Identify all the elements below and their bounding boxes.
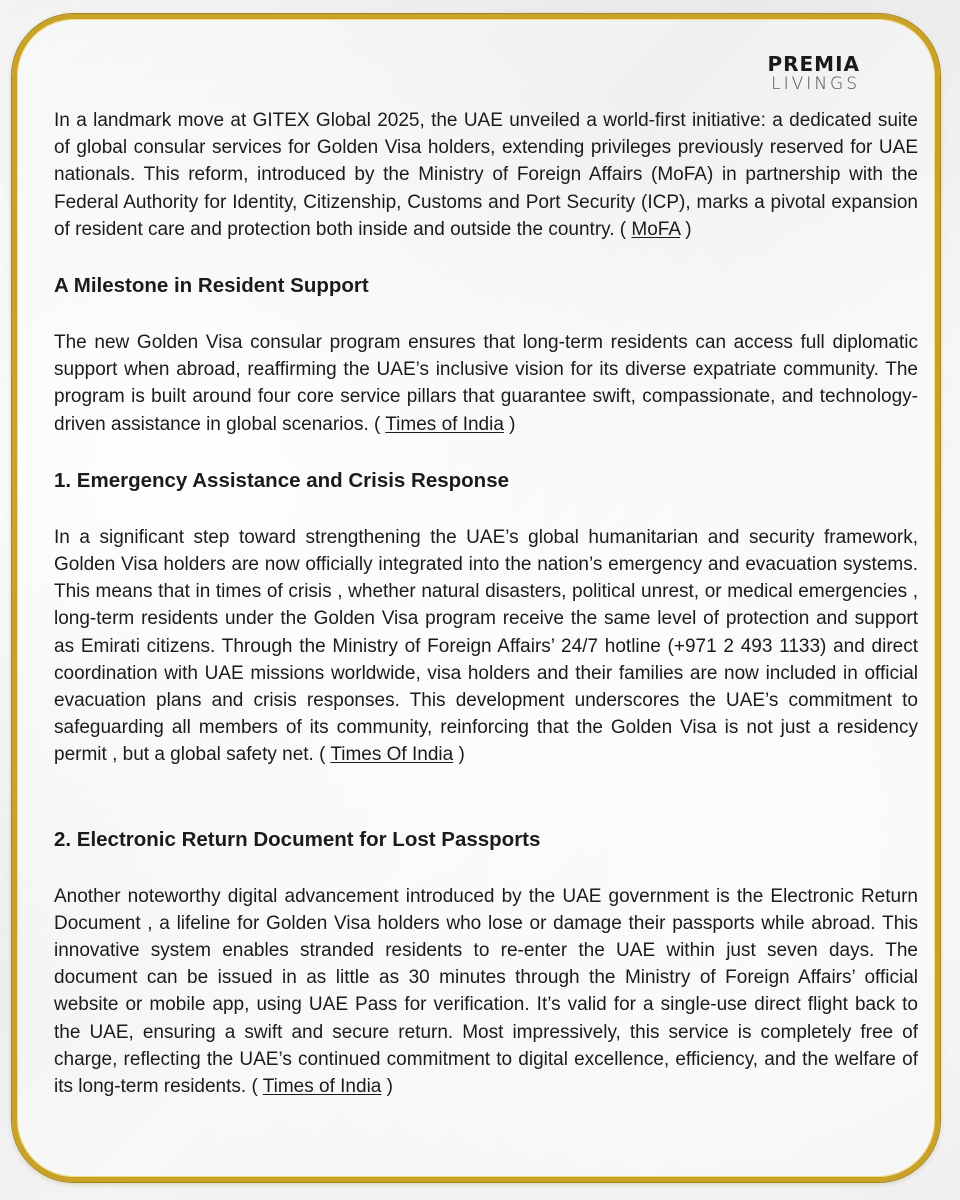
milestone-text: The new Golden Visa consular program ensures that long-term residents can access full diplomatic support when abroad, reaffirming the UAE’s inclusive vision for its diverse expatriate community. The program is built around four core service pillars that guarantee swift, compassionate, and technology-driven assistance in global scenarios. <box>54 332 918 435</box>
heading-emergency-assistance: 1. Emergency Assistance and Crisis Response <box>54 468 509 492</box>
heading-electronic-return-document: 2. Electronic Return Document for Lost Passports <box>54 827 541 851</box>
article-body <box>54 107 918 1100</box>
brand-subtitle: LIVINGS <box>771 74 860 94</box>
return-document-paragraph <box>54 883 918 1101</box>
brand-name: PREMIA <box>767 52 860 76</box>
source-link-times-of-india-2[interactable]: Times Of India <box>330 744 454 766</box>
emergency-text: In a significant step toward strengthening the UAE’s global humanitarian and security framework, Golden Visa holders are now officially integrated into the nation’s emergency and evacuation systems. This means that in times of crisis , whether natural disasters, political unrest, or medical emergencies , long-term residents under the Golden Visa program receive the same level of protection and support as Emirati citizens. Through the Ministry of Foreign Affairs’ 24/7 hotline (+971 2 493 1133) and direct coordination with UAE missions worldwide, visa holders and their families are now included in official evacuation plans and crisis responses. This development underscores the UAE’s commitment to safeguarding all members of its community, reinforcing that the Golden Visa is not just a residency permit , but a global safety net. <box>54 526 918 766</box>
milestone-source-citation: ( Times of India ) <box>374 413 516 435</box>
source-link-times-of-india-1[interactable]: Times of India <box>385 413 504 435</box>
source-link-mofa[interactable]: MoFA <box>631 218 680 240</box>
emergency-paragraph <box>54 524 918 769</box>
heading-milestone: A Milestone in Resident Support <box>54 274 369 298</box>
emergency-source-citation: ( Times Of India ) <box>319 744 465 766</box>
milestone-paragraph <box>54 329 918 438</box>
intro-source-citation: ( MoFA ) <box>619 218 692 240</box>
intro-paragraph <box>54 107 918 243</box>
intro-text: In a landmark move at GITEX Global 2025, the UAE unveiled a world-first initiative: a dedicated suite of global consular services for Golden Visa holders, extending privileges previously reserved for UAE nationals. This reform, introduced by the Ministry of Foreign Affairs (MoFA) in partnership with the Federal Authority for Identity, Citizenship, Customs and Port Security (ICP), marks a pivotal expansion of resident care and protection both inside and outside the country. <box>54 110 918 240</box>
brand-logo <box>767 54 860 93</box>
return-document-source-citation: ( Times of India ) <box>251 1076 393 1098</box>
return-document-text: Another noteworthy digital advancement introduced by the UAE government is the Electronic Return Document , a lifeline for Golden Visa holders who lose or damage their passports while abroad. This innovative system enables stranded residents to re-enter the UAE within just seven days. The document can be issued in as little as 30 minutes through the Ministry of Foreign Affairs’ official website or mobile app, using UAE Pass for verification. It’s valid for a single-use direct flight back to the UAE, ensuring a swift and secure return. Most impressively, this service is completely free of charge, reflecting the UAE’s continued commitment to digital excellence, efficiency, and the welfare of its long-term residents. <box>54 885 918 1098</box>
source-link-times-of-india-3[interactable]: Times of India <box>262 1076 382 1098</box>
